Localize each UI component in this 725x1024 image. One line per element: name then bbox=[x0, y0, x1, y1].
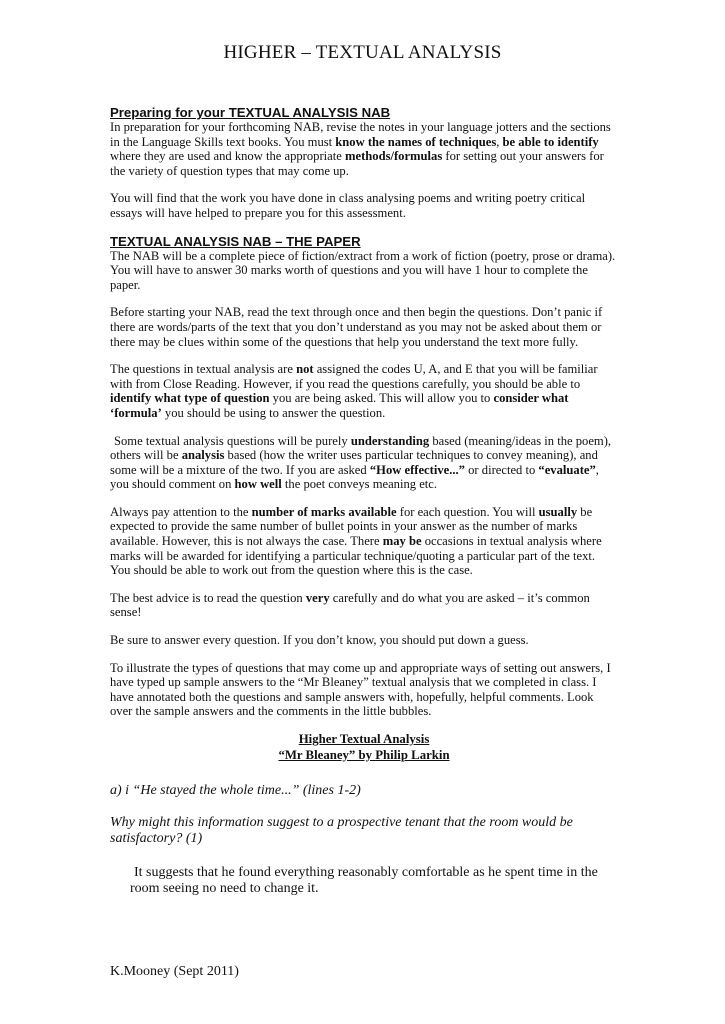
paragraph-revise: In preparation for your forthcoming NAB, revise the notes in your language jotters and the sections in the Language Skills text books. You must know the names of techniques, be able to identify where they are used and know the appropriate methods/formulas for setting out your answers for the variety of question types that may come up. bbox=[110, 120, 611, 178]
paragraph-answer-every: Be sure to answer every question. If you don’t know, you should put down a guess. bbox=[110, 633, 529, 648]
section-heading-preparing: Preparing for your TEXTUAL ANALYSIS NAB bbox=[110, 105, 391, 120]
paragraph-marks-available: Always pay attention to the number of marks available for each question. You will usually be expected to provide the same number of bullet points in your answer as the number of marks available. However, this is not always the case. There may be occasions in textual analysis where marks will be awarded for identifying a particular technique/quoting a particular part of the text. You should be able to work out from the question where this is the case. bbox=[110, 504, 602, 578]
footer-author: K.Mooney (Sept 2011) bbox=[110, 964, 239, 979]
section-heading-paper: TEXTUAL ANALYSIS NAB – THE PAPER bbox=[110, 233, 361, 249]
paragraph-before-starting: Before starting your NAB, read the text through once and then begin the questions. Don’t panic if there are words/parts of the text that you don’t understand as you may not be asked about them or there may be clues within some of the questions that help you understand the text more fully. bbox=[110, 305, 603, 349]
paragraph-illustrate: To illustrate the types of questions that may come up and appropriate ways of setting out answers, I have typed up sample answers to the “Mr Bleaney” textual analysis that we completed in class. I have annotated both the questions and sample answers with, hopefully, helpful comments. Look over the sample answers and the comments in the little bubbles. bbox=[110, 660, 611, 719]
document-body bbox=[110, 105, 618, 897]
paragraph-question-codes: The questions in textual analysis are not assigned the codes U, A, and E that you will be familiar with from Close Reading. However, if you read the questions carefully, you should be able to identify what type of question you are being asked. This will allow you to consider what ‘formula’ you should be using to answer the question. bbox=[110, 362, 598, 420]
page-title: HIGHER – TEXTUAL ANALYSIS bbox=[223, 42, 502, 63]
question-reference: a) i “He stayed the whole time...” (lines 1-2) bbox=[110, 783, 361, 798]
question-text: Why might this information suggest to a prospective tenant that the room would be satisfactory? (1) bbox=[110, 815, 573, 846]
paragraph-class-work: You will find that the work you have done in class analysing poems and writing poetry critical essays will have helped to prepare you for this assessment. bbox=[110, 191, 586, 220]
sample-answer: It suggests that he found everything reasonably comfortable as he spent time in the room seeing no need to change it. bbox=[130, 865, 598, 896]
sample-title: Higher Textual Analysis bbox=[298, 732, 430, 746]
paragraph-best-advice: The best advice is to read the question very carefully and do what you are asked – it’s common sense! bbox=[110, 590, 590, 620]
paragraph-question-types: Some textual analysis questions will be purely understanding based (meaning/ideas in the poem), others will be analysis based (how the writer uses particular techniques to convey meaning), and some will be a mixture of the two. If you are asked “How effective...” or directed to “evaluate”, you should comment on how well the poet conveys meaning etc. bbox=[110, 433, 612, 492]
paragraph-nab-description: The NAB will be a complete piece of fiction/extract from a work of fiction (poetry, prose or drama). You will have to answer 30 marks worth of questions and you will have 1 hour to complete the paper. bbox=[110, 248, 616, 292]
sample-subtitle: “Mr Bleaney” by Philip Larkin bbox=[278, 748, 450, 762]
